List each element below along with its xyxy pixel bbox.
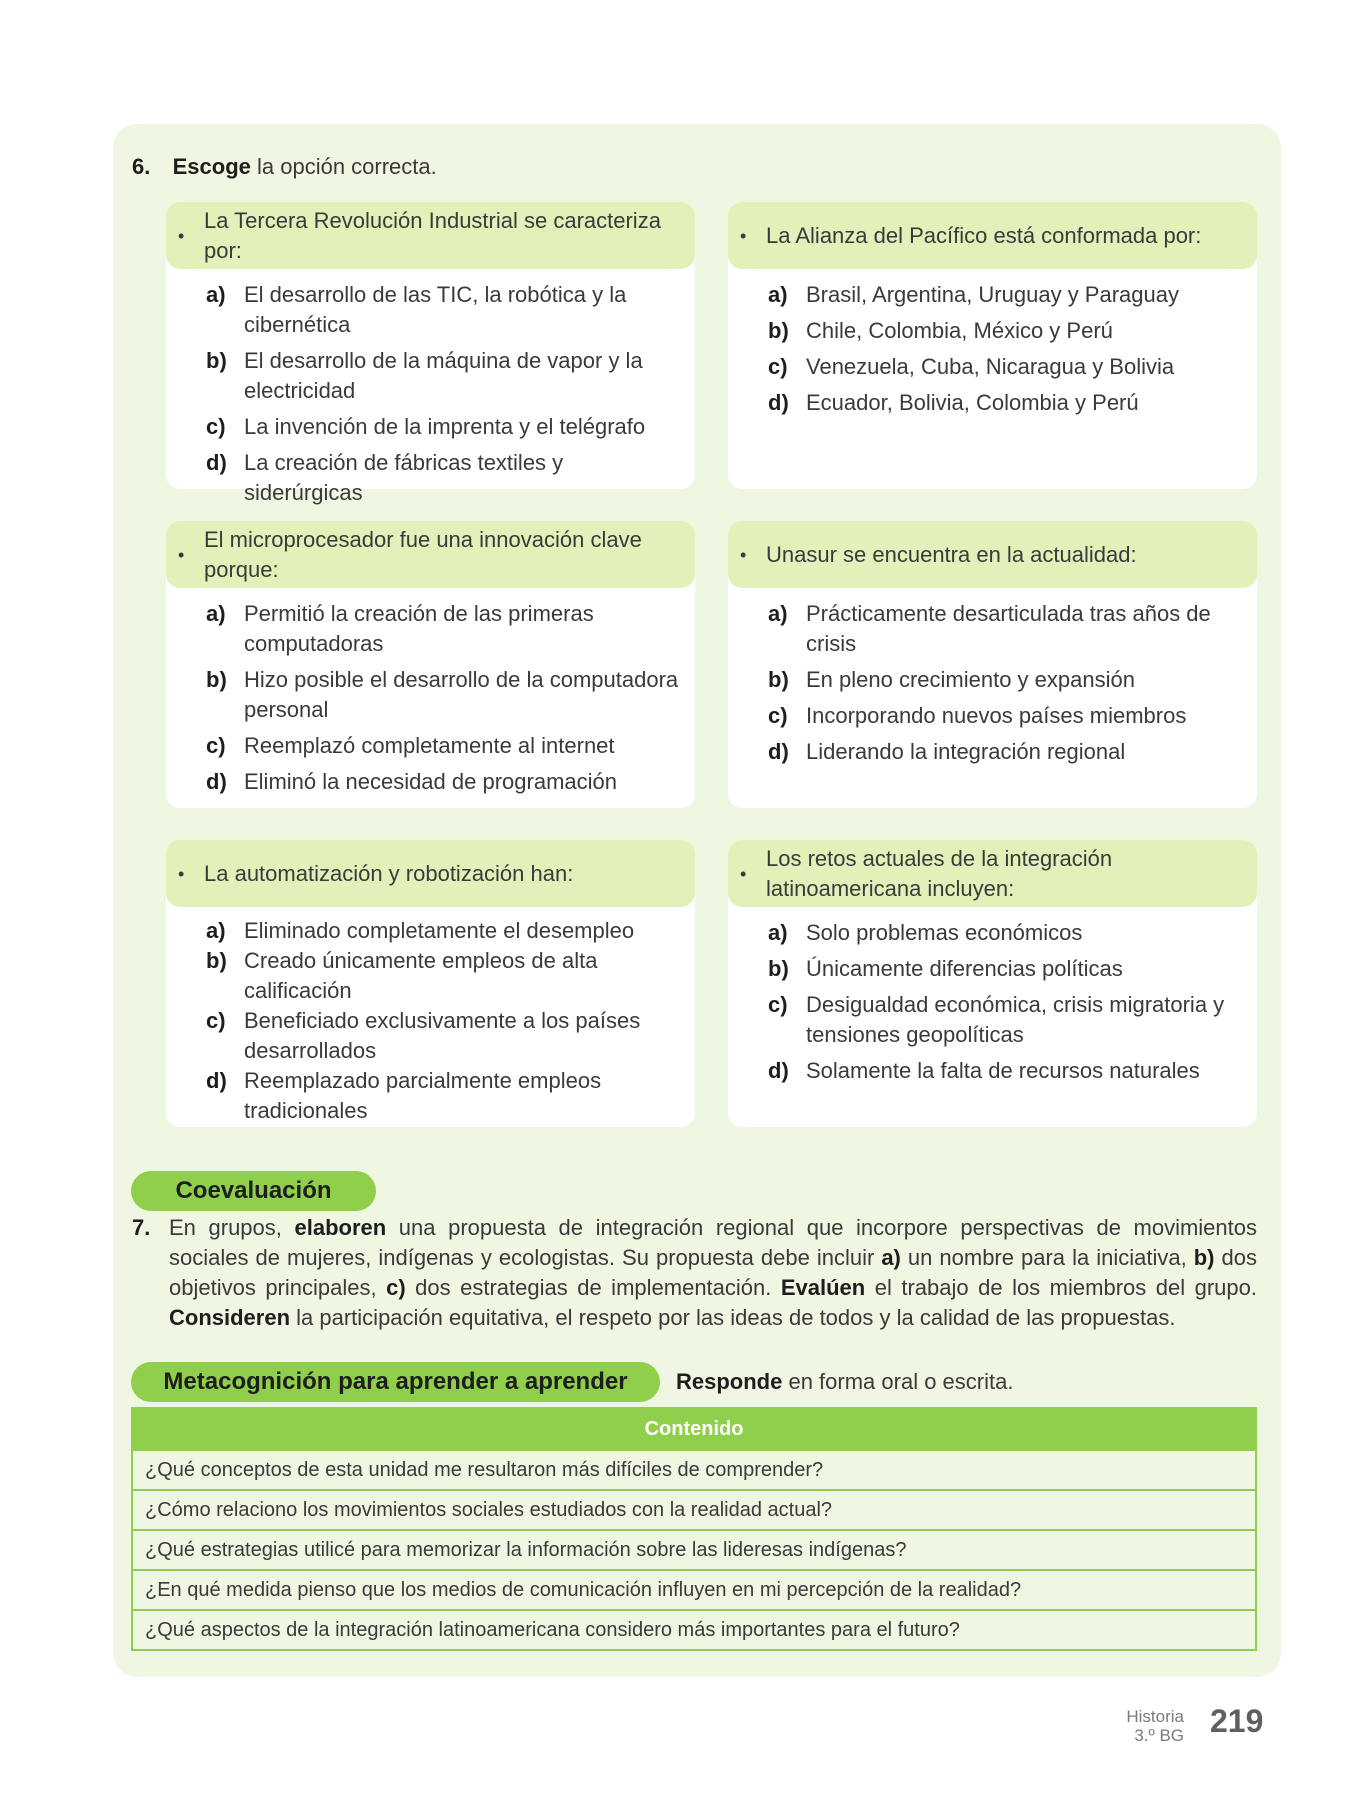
instruction-verb: Responde xyxy=(676,1369,783,1394)
options-list xyxy=(768,280,1249,424)
card-question-text: El microprocesador fue una innovación clave porque: xyxy=(204,526,642,582)
bullet-icon: • xyxy=(178,544,185,565)
footer-subject xyxy=(1126,1707,1184,1745)
option-c[interactable]: c) La invención de la imprenta y el telégrafo xyxy=(206,414,646,439)
card-question-text: Unasur se encuentra en la actualidad: xyxy=(766,541,1137,567)
table-row: ¿Qué estrategias utilicé para memorizar la información sobre las lideresas indígenas? xyxy=(133,1529,1255,1569)
bullet-icon: • xyxy=(178,225,185,246)
question-card xyxy=(728,521,1257,808)
option-c[interactable]: c) Beneficiado exclusivamente a los países desarrollados xyxy=(206,1008,641,1063)
metacognicion-label: Metacognición para aprender a aprender xyxy=(131,1362,660,1402)
option-a[interactable]: a) Solo problemas económicos xyxy=(768,920,1083,945)
card-question xyxy=(166,202,695,269)
option-b[interactable]: b) Hizo posible el desarrollo de la computadora personal xyxy=(206,667,679,722)
bullet-icon: • xyxy=(740,863,747,884)
option-b[interactable]: b) En pleno crecimiento y expansión xyxy=(768,667,1135,692)
option-b[interactable]: b) Únicamente diferencias políticas xyxy=(768,956,1123,981)
page-number: 219 xyxy=(1210,1703,1264,1739)
table-row: ¿En qué medida pienso que los medios de comunicación influyen en mi percepción de la realidad? xyxy=(133,1569,1255,1609)
instruction-text: en forma oral o escrita. xyxy=(782,1369,1014,1394)
card-question xyxy=(728,521,1257,588)
card-question-text: Los retos actuales de la integración latinoamericana incluyen: xyxy=(766,845,1113,901)
option-b[interactable]: b) El desarrollo de la máquina de vapor y la electricidad xyxy=(206,348,643,403)
option-a[interactable]: a) El desarrollo de las TIC, la robótica y la cibernética xyxy=(206,282,627,337)
option-a[interactable]: a) Brasil, Argentina, Uruguay y Paraguay xyxy=(768,282,1179,307)
options-list xyxy=(768,599,1249,773)
bullet-icon: • xyxy=(178,863,185,884)
card-question xyxy=(728,840,1257,907)
instruction-verb: Escoge xyxy=(172,154,251,179)
bullet-icon: • xyxy=(740,225,747,246)
option-d[interactable]: d) Ecuador, Bolivia, Colombia y Perú xyxy=(768,390,1139,415)
card-question xyxy=(166,521,695,588)
question-7-number: 7. xyxy=(132,1215,151,1240)
option-d[interactable]: d) Liderando la integración regional xyxy=(768,739,1126,764)
question-6-heading xyxy=(132,152,437,182)
grade-label: 3.º BG xyxy=(1134,1726,1184,1745)
option-d[interactable]: d) La creación de fábricas textiles y siderúrgicas xyxy=(206,450,564,505)
option-a[interactable]: a) Prácticamente desarticulada tras años de crisis xyxy=(768,601,1211,656)
option-d[interactable]: d) Eliminó la necesidad de programación xyxy=(206,769,617,794)
option-c[interactable]: c) Reemplazó completamente al internet xyxy=(206,733,615,758)
option-a[interactable]: a) Permitió la creación de las primeras computadoras xyxy=(206,601,594,656)
options-list xyxy=(206,599,687,803)
table-row: ¿Qué aspectos de la integración latinoamericana considero más importantes para el futuro? xyxy=(133,1609,1255,1649)
options-list xyxy=(206,280,687,514)
option-c[interactable]: c) Desigualdad económica, crisis migratoria y tensiones geopolíticas xyxy=(768,992,1225,1047)
card-question-text: La Alianza del Pacífico está conformada por: xyxy=(766,222,1202,248)
coevaluacion-label: Coevaluación xyxy=(131,1171,376,1211)
card-question xyxy=(728,202,1257,269)
subject-label: Historia xyxy=(1126,1707,1184,1726)
option-c[interactable]: c) Incorporando nuevos países miembros xyxy=(768,703,1187,728)
question-card xyxy=(166,202,695,505)
card-question-text: La automatización y robotización han: xyxy=(204,860,574,886)
card-question xyxy=(166,840,695,907)
question-number: 6. xyxy=(132,154,151,179)
option-b[interactable]: b) Creado únicamente empleos de alta calificación xyxy=(206,948,598,1003)
table-row: ¿Cómo relaciono los movimientos sociales estudiados con la realidad actual? xyxy=(133,1489,1255,1529)
option-b[interactable]: b) Chile, Colombia, México y Perú xyxy=(768,318,1113,343)
options-list xyxy=(206,916,687,1126)
card-question-text: La Tercera Revolución Industrial se caracteriza por: xyxy=(204,207,661,263)
question-card xyxy=(728,202,1257,489)
option-d[interactable]: d) Solamente la falta de recursos naturales xyxy=(768,1058,1200,1083)
question-card xyxy=(728,840,1257,1127)
question-card xyxy=(166,521,695,808)
option-c[interactable]: c) Venezuela, Cuba, Nicaragua y Bolivia xyxy=(768,354,1175,379)
bullet-icon: • xyxy=(740,544,747,565)
metacognicion-instruction xyxy=(676,1367,1013,1397)
option-a[interactable]: a) Eliminado completamente el desempleo xyxy=(206,918,635,943)
table-row: ¿Qué conceptos de esta unidad me resultaron más difíciles de comprender? xyxy=(133,1449,1255,1489)
question-card xyxy=(166,840,695,1127)
metacognition-table xyxy=(131,1407,1257,1651)
table-header: Contenido xyxy=(133,1409,1255,1449)
question-7-text: En grupos, elaboren una propuesta de integración regional que incorpore perspectivas de movimientos sociales de mujeres, indígenas y ecologistas. Su propuesta debe incluir a) un nombre para la iniciativa, b) dos objetivos principales, c) dos estrategias de implementación. Evalúen el trabajo de los miembros del grupo. Consideren la participación equitativa, el respeto por las ideas de todos y la calidad de las propuestas. xyxy=(169,1215,1258,1330)
options-list xyxy=(768,918,1249,1092)
instruction-text: la opción correcta. xyxy=(250,154,437,179)
option-d[interactable]: d) Reemplazado parcialmente empleos tradicionales xyxy=(206,1068,602,1123)
